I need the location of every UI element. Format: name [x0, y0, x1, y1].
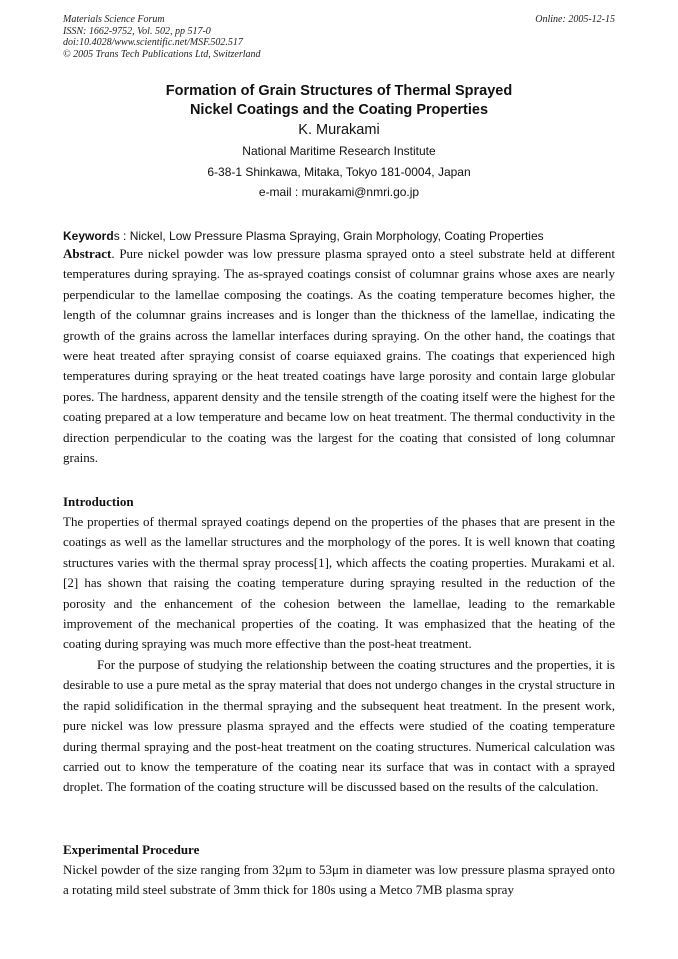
keywords-label: Keyword — [63, 229, 114, 243]
keywords-text: : Nickel, Low Pressure Plasma Spraying, Grain Morphology, Coating Properties — [119, 229, 544, 243]
journal-header — [63, 14, 615, 60]
journal-copyright: © 2005 Trans Tech Publications Ltd, Switzerland — [63, 48, 261, 60]
experimental-paragraph-1: Nickel powder of the size ranging from 32μm to 53μm in diameter was low pressure plasma sprayed onto a rotating mild steel substrate of 3mm thick for 180s using a Metco 7MB plasma spray — [63, 862, 615, 898]
abstract-label: Abstract — [63, 246, 112, 261]
author-name: K. Murakami — [298, 122, 380, 138]
journal-doi: doi:10.4028/www.scientific.net/MSF.502.517 — [63, 37, 243, 48]
address: 6-38-1 Shinkawa, Mitaka, Tokyo 181-0004, Japan — [207, 164, 471, 179]
keywords-label-suffix: s — [113, 229, 120, 243]
experimental-heading: Experimental Procedure — [63, 842, 200, 857]
email: e-mail : murakami@nmri.go.jp — [258, 185, 420, 199]
online-date: Online: 2005-12-15 — [535, 14, 615, 25]
affiliation: National Maritime Research Institute — [242, 144, 436, 158]
paper-title-line-2: Nickel Coatings and the Coating Properties — [189, 102, 489, 118]
introduction-paragraph-2: For the purpose of studying the relationship between the coating structures and the properties, it is desirable to use a pure metal as the spray material that does not undergo changes in the crystal structure in the rapid solidification in the thermal spraying and the subsequent heat treatment. In the present work, pure nickel was low pressure plasma sprayed and the effects were studied of the coating temperature during thermal spraying and the post-heat treatment on the coating structures. Numerical calculation was carried out to know the temperature of the coating near its surface that was in contact with a sprayed droplet. The formation of the coating structure will be discussed based on the results of the calculation. — [63, 657, 615, 795]
introduction-paragraph-1: The properties of thermal sprayed coatings depend on the properties of the phases that are present in the coatings as well as the lamellar structures and the morphology of the pores. It is well known that coating structures varies with the thermal spray process[1], which affects the coating properties. Murakami et al.[2] has shown that raising the coating temperature during spraying resulted in the reduction of the porosity and the enhancement of the cohesion between the lamellae, leading to the remarkable improvement of the mechanical properties of the coating. It was emphasized that the heating of the coating during spraying was much more effective than the post-heat treatment. — [63, 514, 615, 652]
journal-name: Materials Science Forum — [63, 14, 165, 25]
paper-title-line-1: Formation of Grain Structures of Thermal Sprayed — [165, 83, 513, 99]
introduction-heading: Introduction — [63, 494, 134, 509]
journal-issn: ISSN: 1662-9752, Vol. 502, pp 517-0 — [63, 25, 211, 37]
title-block — [63, 82, 615, 203]
abstract-text: . Pure nickel powder was low pressure plasma sprayed onto a steel substrate held at different temperatures during spraying. The as-sprayed coatings consist of columnar grains whose axes are nearly perpendicular to the lamellae composing the coatings. As the coating temperature becomes higher, the length of the columnar grains increases and is longer than the thickness of the lamellae, indicating the growth of the grains across the lamellar interfaces during spraying. On the other hand, the coatings that were heat treated after spraying consist of coarse equiaxed grains. The coatings that experienced high temperatures during spraying or the heat treated coatings have large porosity and contain large globular pores. The hardness, apparent density and the tensile strength of the coating itself were the highest for the coating prepared at a low temperature and became low on heat treatment. The thermal conductivity in the direction perpendicular to the coating was the largest for the coating that consisted of long columnar grains. — [63, 246, 615, 466]
journal-info — [63, 14, 615, 60]
abstract-paragraph — [63, 244, 615, 468]
keywords-line — [63, 226, 623, 246]
